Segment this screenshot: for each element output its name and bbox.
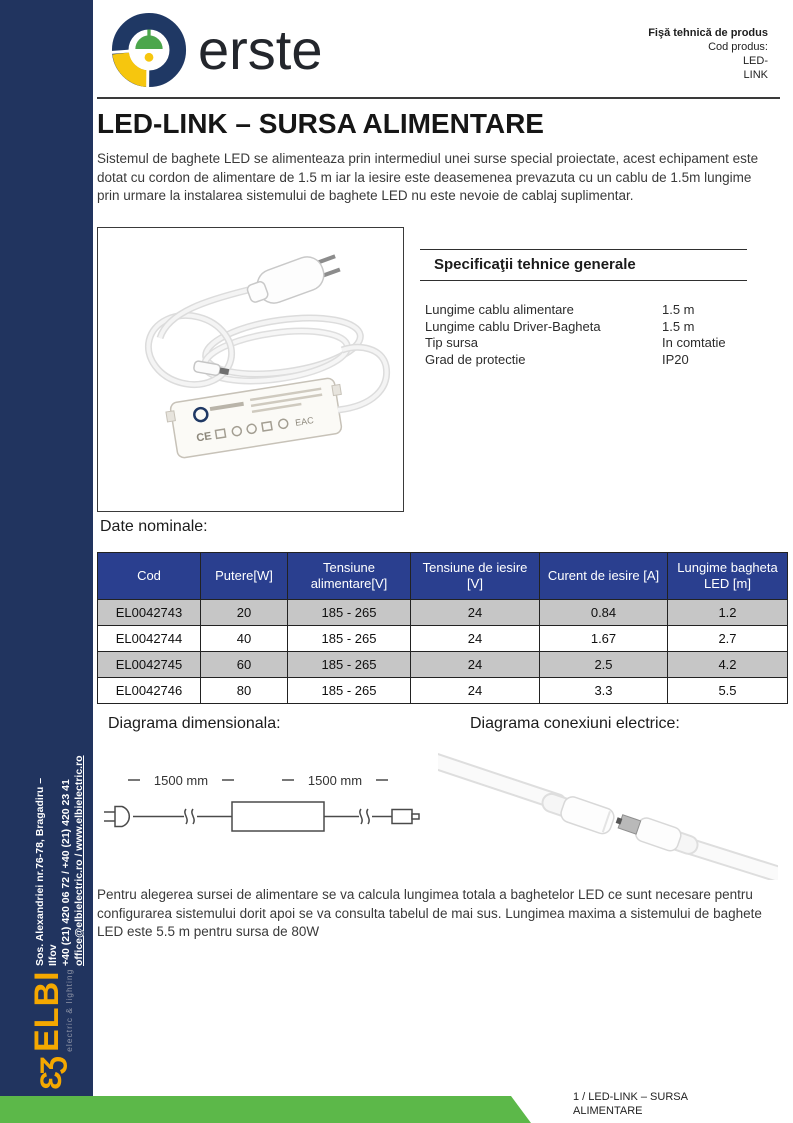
cell-cod: EL0042744 bbox=[98, 626, 201, 652]
specs-heading: Specificaţii tehnice generale bbox=[434, 256, 636, 273]
footer-line-1: 1 / LED-LINK – SURSA bbox=[573, 1091, 688, 1103]
col-header-cod: Cod bbox=[98, 553, 201, 600]
footer-page-info bbox=[573, 1091, 688, 1118]
spec-value: IP20 bbox=[662, 351, 689, 367]
spec-value: 1.5 m bbox=[662, 302, 695, 317]
spec-row bbox=[420, 302, 747, 319]
col-header-lungime-bagheta: Lungime bagheta LED [m] bbox=[668, 553, 788, 600]
cell-putere: 60 bbox=[201, 652, 288, 678]
brand-name: erste bbox=[198, 18, 323, 81]
nominal-data-table bbox=[97, 552, 788, 704]
cell-lungime-bagheta: 2.7 bbox=[668, 626, 788, 652]
table-row bbox=[98, 678, 788, 704]
driver-box bbox=[165, 377, 348, 460]
cod-produs-value-line1: LED- bbox=[742, 55, 768, 67]
cell-tensiune-alimentare: 185 - 265 bbox=[288, 626, 411, 652]
product-photo-drawing bbox=[98, 228, 403, 511]
col-header-tensiune-iesire: Tensiune de iesire [V] bbox=[411, 553, 540, 600]
col-header-tensiune-alimentare: Tensiune alimentare[V] bbox=[288, 553, 411, 600]
outro-paragraph: Pentru alegerea sursei de alimentare se va calcula lungimea totala a baghetelor LED ce sunt necesare pentru configurarea sistemului dorit apoi se va consulta tabelul de mai sus. Lungimea maxima a sistemului de baghete LED este 5.5 m pentru sursa de 80W bbox=[97, 887, 762, 939]
sidebar-links[interactable]: office@elbielectric.ro / www.elbielectric.ro bbox=[73, 755, 85, 966]
cell-tensiune-iesire: 24 bbox=[411, 600, 540, 626]
col-header-putere: Putere[W] bbox=[201, 553, 288, 600]
header-divider bbox=[97, 97, 780, 99]
spec-label: Tip sursa bbox=[425, 335, 478, 350]
header-product-code bbox=[648, 26, 768, 82]
cell-cod: EL0042745 bbox=[98, 652, 201, 678]
doc-type-label: Fişă tehnică de produs bbox=[648, 27, 768, 39]
cell-lungime-bagheta: 4.2 bbox=[668, 652, 788, 678]
electrical-connection-photo bbox=[438, 750, 778, 880]
dim-label-2: 1500 mm bbox=[307, 773, 363, 788]
erste-logo-icon bbox=[110, 11, 188, 89]
cell-curent-iesire: 1.67 bbox=[540, 626, 668, 652]
sidebar bbox=[0, 0, 93, 1097]
specs-divider-bottom bbox=[420, 280, 747, 281]
svg-text:EAC: EAC bbox=[294, 415, 315, 428]
product-photo bbox=[97, 227, 404, 512]
table-row bbox=[98, 652, 788, 678]
nominal-data-heading: Date nominale: bbox=[100, 518, 208, 535]
sidebar-address-line2: Ilfov bbox=[47, 944, 59, 966]
cell-cod: EL0042746 bbox=[98, 678, 201, 704]
cell-curent-iesire: 2.5 bbox=[540, 652, 668, 678]
page-title: LED-LINK – SURSA ALIMENTARE bbox=[97, 108, 544, 139]
spec-row bbox=[420, 319, 747, 336]
footer-green-bar bbox=[0, 1096, 531, 1123]
elbi-logo bbox=[16, 950, 88, 1090]
euro-plug bbox=[243, 247, 343, 311]
specs-section bbox=[420, 249, 747, 368]
spec-label: Lungime cablu Driver-Bagheta bbox=[425, 318, 601, 334]
sidebar-phones: +40 (21) 420 06 72 / +40 (21) 420 23 41 bbox=[60, 779, 72, 966]
cell-cod: EL0042743 bbox=[98, 600, 201, 626]
cod-produs-label: Cod produs: bbox=[708, 41, 768, 53]
cell-tensiune-alimentare: 185 - 265 bbox=[288, 600, 411, 626]
spec-label: Grad de protectie bbox=[425, 351, 526, 367]
cell-tensiune-alimentare: 185 - 265 bbox=[288, 678, 411, 704]
cell-lungime-bagheta: 5.5 bbox=[668, 678, 788, 704]
cell-tensiune-iesire: 24 bbox=[411, 652, 540, 678]
dimensional-diagram bbox=[98, 760, 420, 852]
cod-produs-value-line2: LINK bbox=[743, 69, 768, 81]
cell-lungime-bagheta: 1.2 bbox=[668, 600, 788, 626]
erste-logo bbox=[110, 10, 323, 90]
spec-row bbox=[420, 335, 747, 352]
cell-curent-iesire: 0.84 bbox=[540, 600, 668, 626]
dimensional-diagram-heading: Diagrama dimensionala: bbox=[108, 715, 281, 732]
spec-label: Lungime cablu alimentare bbox=[425, 302, 574, 317]
cell-tensiune-iesire: 24 bbox=[411, 678, 540, 704]
spec-row bbox=[420, 352, 747, 369]
elbi-logo-text: ELBI bbox=[27, 970, 66, 1052]
sidebar-contact bbox=[34, 726, 86, 966]
svg-text:CE: CE bbox=[195, 430, 213, 445]
spec-value: 1.5 m bbox=[662, 318, 695, 334]
cell-tensiune-iesire: 24 bbox=[411, 626, 540, 652]
electrical-diagram-heading: Diagrama conexiuni electrice: bbox=[470, 715, 680, 732]
elbi-logo-tagline: electric & lighting bbox=[63, 968, 74, 1052]
footer-line-2: ALIMENTARE bbox=[573, 1104, 643, 1117]
spec-value: In comtatie bbox=[662, 335, 726, 350]
col-header-curent-iesire: Curent de iesire [A] bbox=[540, 553, 668, 600]
cell-curent-iesire: 3.3 bbox=[540, 678, 668, 704]
table-row bbox=[98, 600, 788, 626]
elbi-logo-icon: ƐƷ bbox=[35, 1058, 68, 1090]
intro-paragraph: Sistemul de baghete LED se alimenteaza prin intermediul unei surse special proiectate, acest echipament este dotat cu cordon de alimentare de 1.5 m iar la iesire este deasemenea prevazuta cu un cablu de 1.5m lungime prin urmare la instalarea sistemului de baghete LED nu este nevoie de cablaj suplimentar. bbox=[97, 151, 759, 203]
cell-putere: 20 bbox=[201, 600, 288, 626]
sidebar-address-line1: Sos. Alexandriei nr.76-78, Bragadiru – bbox=[34, 777, 46, 966]
cell-putere: 80 bbox=[201, 678, 288, 704]
dim-label-1: 1500 mm bbox=[153, 773, 209, 788]
cell-putere: 40 bbox=[201, 626, 288, 652]
table-row bbox=[98, 626, 788, 652]
table-header-row bbox=[98, 553, 788, 600]
cell-tensiune-alimentare: 185 - 265 bbox=[288, 652, 411, 678]
